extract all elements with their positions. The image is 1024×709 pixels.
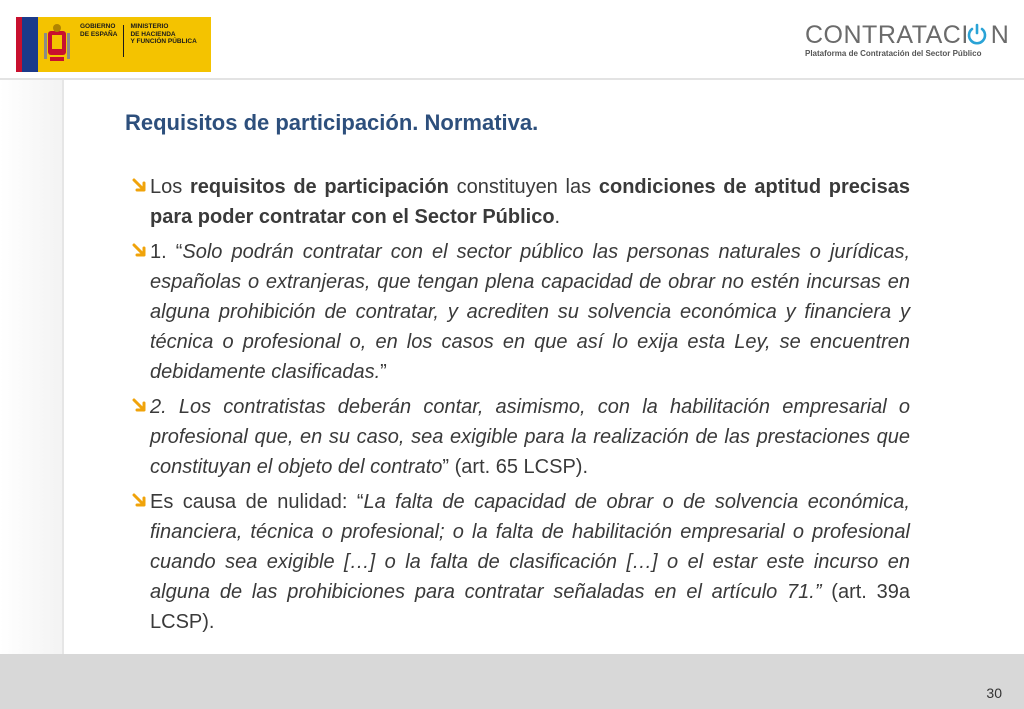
p1-text-b: requisitos de participación (190, 176, 449, 198)
bullet-quote-2 (132, 392, 910, 482)
bullet-quote-1 (132, 237, 910, 387)
gov-divider (123, 25, 124, 57)
slide-title: Requisitos de participación. Normativa. (125, 110, 539, 135)
contratacion-word-end: N (990, 21, 1010, 49)
bullet-arrow-icon (132, 493, 148, 509)
bullet-nulidad (132, 487, 910, 637)
bullet-arrow-icon (132, 243, 148, 259)
left-decorative-band (0, 80, 62, 655)
contratacion-subtitle: Plataforma de Contratación del Sector Público (805, 49, 982, 58)
contratacion-wordmark (805, 22, 1015, 48)
p2-text-c: ” (380, 361, 387, 383)
p3-text-a: 2. Los contratistas deberán contar, asimismo, con la habilitación empresarial o profesional que, en su caso, sea exigible para la realización de las prestaciones que constituyan el objeto del contrato (150, 396, 910, 478)
bullet-arrow-icon (132, 398, 148, 414)
eu-flag-stripe (16, 17, 38, 72)
p1-text-c: constituyen las (448, 176, 599, 198)
contratacion-logo (805, 22, 1015, 58)
page-number: 30 (986, 685, 1002, 701)
p1-text-e: . (554, 206, 561, 228)
coat-of-arms-icon (38, 17, 76, 72)
p3-text-b: ” (art. 65 LCSP). (442, 456, 589, 478)
p2-text-a: 1. “ (150, 241, 183, 263)
power-icon (966, 23, 988, 45)
slide-content (132, 172, 910, 642)
p4-text-b: La falta de capacidad de obrar o de solvencia económica, financiera, técnica o profesional; o la falta de habilitación empresarial o profesional cuando sea exigible […] o la falta de clasificación […] o el estar este incurso en alguna de las prohibiciones para contratar señaladas en el artículo 71.” (150, 491, 910, 603)
header-divider (0, 78, 1024, 80)
gov-name: GOBIERNO DE ESPAÑA (80, 23, 118, 38)
bullet-requisitos (132, 172, 910, 232)
p1-text-d: condiciones de aptitud precisas para poder contratar con el Sector Público (150, 176, 910, 228)
p4-text-c: (art. 39a LCSP). (150, 581, 910, 633)
p2-text-b: Solo podrán contratar con el sector público las personas naturales o jurídicas, españolas o extranjeras, que tengan plena capacidad de obrar no estén incursas en alguna prohibición de contratar, y acrediten su solvencia económica y financiera y técnica o profesional o, en los casos en que así lo exija esta Ley, se encuentren debidamente clasificadas. (150, 241, 910, 383)
government-logo (16, 17, 211, 72)
p4-text-a: Es causa de nulidad: “ (150, 491, 364, 513)
p1-text-a: Los (150, 176, 190, 198)
footer-bar (0, 654, 1024, 709)
bullet-arrow-icon (132, 178, 148, 194)
contratacion-word: CONTRATACI (805, 21, 969, 49)
ministry-name: MINISTERIO DE HACIENDA Y FUNCIÓN PÚBLICA (130, 23, 197, 45)
